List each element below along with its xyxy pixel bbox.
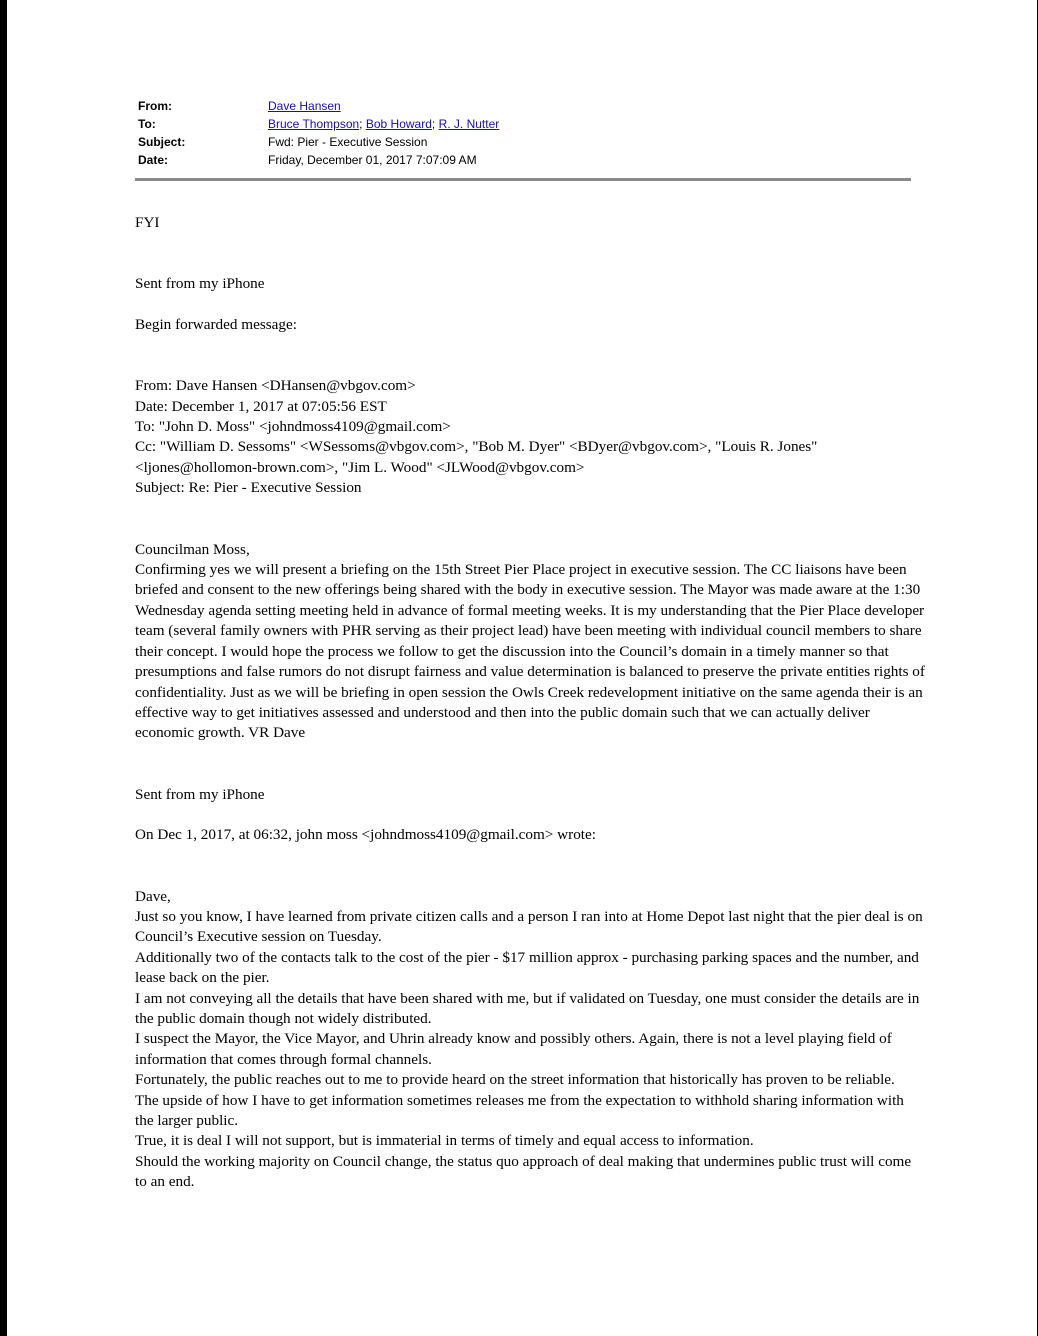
quoted-line: Should the working majority on Council change, the status quo approach of deal making that undermines public trust will come to an end. xyxy=(135,1152,912,1191)
header-subject-row xyxy=(138,133,499,151)
quoted-line: The upside of how I have to get information sometimes releases me from the expectation to withhold sharing information with the larger public. xyxy=(135,1091,904,1129)
forwarded-to: To: "John D. Moss" <johndmoss4109@gmail.com> xyxy=(135,418,451,436)
begin-forwarded-message: Begin forwarded message: xyxy=(135,315,297,333)
forwarded-subject: Subject: Re: Pier - Executive Session xyxy=(135,479,362,497)
header-to-row xyxy=(138,115,499,133)
email-header xyxy=(138,97,499,169)
to-label: To: xyxy=(138,117,156,131)
email-body xyxy=(135,213,925,1193)
subject-value: Fwd: Pier - Executive Session xyxy=(268,135,428,149)
date-value: Friday, December 01, 2017 7:07:09 AM xyxy=(268,153,477,167)
date-label: Date: xyxy=(138,153,169,167)
to-separator: ; xyxy=(359,117,363,131)
header-date-row xyxy=(138,151,499,169)
quoted-line: I suspect the Mayor, the Vice Mayor, and Uhrin already know and possibly others. Again, there is not a level playing field of information that comes through formal channels. xyxy=(135,1030,892,1068)
sent-from-iphone: Sent from my iPhone xyxy=(135,275,265,293)
quoted-line: Just so you know, I have learned from private citizen calls and a person I ran into at Home Depot last night that the pier deal is on Council’s Executive session on Tuesday. xyxy=(135,907,923,946)
document-page xyxy=(7,0,1037,1336)
forwarded-cc: Cc: "William D. Sessoms" <WSessoms@vbgov.com>, "Bob M. Dyer" <BDyer@vbgov.com>, "Louis R. Jones" <ljones@hollomon-brown.com>, "Jim L. Wood" <JLWood@vbgov.com> xyxy=(135,438,818,476)
to-recipient-link[interactable]: Bruce Thompson xyxy=(268,117,360,131)
header-from-row xyxy=(138,97,499,115)
subject-label: Subject: xyxy=(138,135,186,149)
quoted-line: Additionally two of the contacts talk to the cost of the pier - $17 million approx - purchasing parking spaces and the number, and lease back on the pier. xyxy=(135,948,919,987)
header-divider xyxy=(135,178,911,181)
reply-paragraph: Confirming yes we will present a briefing on the 15th Street Pier Place project in executive session. The CC liaisons have been briefed and consent to the new offerings being shared with the body in executive session. The Mayor was made aware at the 1:30 Wednesday agenda setting meeting held in advance of formal meeting weeks. It is my understanding that the Pier Place developer team (several family owners with PHR serving as their project lead) have been meeting with individual council members to share their concept. I would hope the process we follow to get the discussion into the Council’s domain in a timely manner so that presumptions and false rumors do not disrupt fairness and value determination is balanced to preserve the private entities rights of confidentiality. Just as we will be briefing in open session the Owls Creek redevelopment initiative on the same agenda their is an effective way to get initiatives assessed and understood and then into the public domain such that we can actually deliver economic growth. VR Dave xyxy=(135,561,925,742)
from-link[interactable]: Dave Hansen xyxy=(268,99,341,113)
quoted-greeting: Dave, xyxy=(135,887,171,905)
quoted-line: I am not conveying all the details that have been shared with me, but if validated on Tuesday, one must consider the details are in the public domain though not widely distributed. xyxy=(135,989,920,1027)
to-recipient-link[interactable]: Bob Howard xyxy=(365,117,432,131)
quoted-attribution: On Dec 1, 2017, at 06:32, john moss <johndmoss4109@gmail.com> wrote: xyxy=(135,826,596,844)
sent-from-iphone: Sent from my iPhone xyxy=(135,785,265,803)
to-separator: ; xyxy=(431,117,436,131)
forwarded-date: Date: December 1, 2017 at 07:05:56 EST xyxy=(135,397,387,415)
quoted-line: True, it is deal I will not support, but is immaterial in terms of timely and equal access to information. xyxy=(135,1132,754,1150)
fyi-text: FYI xyxy=(135,214,160,231)
quoted-line: Fortunately, the public reaches out to me to provide heard on the street information that historically has proven to be reliable. xyxy=(135,1071,895,1089)
reply-greeting: Councilman Moss, xyxy=(135,540,250,558)
from-label: From: xyxy=(138,99,172,113)
to-recipient-link[interactable]: R. J. Nutter xyxy=(438,117,500,131)
forwarded-from: From: Dave Hansen <DHansen@vbgov.com> xyxy=(135,377,416,395)
